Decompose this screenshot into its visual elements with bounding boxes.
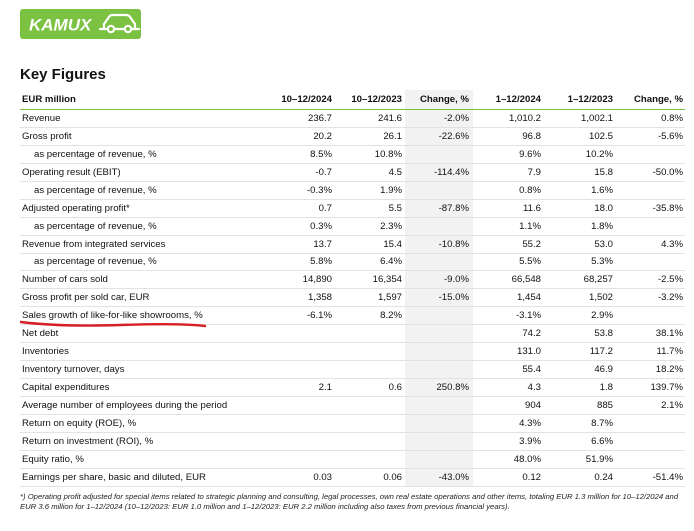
cell-q4-2024: 0.03 [263,468,334,486]
cell-fy-change [617,432,685,450]
header-q4-change: Change, % [405,90,473,110]
table-row [20,235,685,253]
cell-q4-2023 [334,397,405,415]
cell-fy-2024: 0.8% [473,181,545,199]
cell-fy-2023: 46.9 [545,361,617,379]
cell-q4-2023 [334,450,405,468]
cell-fy-2023: 5.3% [545,253,617,271]
row-label: Gross profit [20,127,263,145]
header-q4-2024: 10–12/2024 [263,90,334,110]
cell-fy-2023: 51.9% [545,450,617,468]
cell-fy-2024: 0.12 [473,468,545,486]
cell-q4-change: -15.0% [405,289,473,307]
cell-q4-change: -2.0% [405,110,473,128]
cell-fy-2023: 117.2 [545,343,617,361]
cell-q4-2024 [263,361,334,379]
cell-q4-2023: 10.8% [334,145,405,163]
cell-q4-2023: 2.3% [334,217,405,235]
cell-q4-change [405,325,473,343]
cell-q4-2024 [263,450,334,468]
table-row [20,325,685,343]
cell-fy-2024: 55.2 [473,235,545,253]
cell-fy-change [617,217,685,235]
cell-fy-change: 4.3% [617,235,685,253]
kamux-logo[interactable] [20,9,141,39]
cell-q4-change: -9.0% [405,271,473,289]
cell-q4-2023: 5.5 [334,199,405,217]
cell-fy-change: 38.1% [617,325,685,343]
cell-fy-change [617,450,685,468]
cell-fy-change [617,181,685,199]
car-icon [100,15,139,32]
cell-fy-2024: 5.5% [473,253,545,271]
cell-fy-change: 139.7% [617,379,685,397]
cell-fy-2024: 4.3 [473,379,545,397]
cell-q4-2024: -0.3% [263,181,334,199]
footnote: *) Operating profit adjusted for special items related to strategic planning and consulting, legal processes, own real estate operations and other items, totaling EUR 1.3 million for 10–12/2024 and EUR 3.6 million for 1–12/2024 (10–12/2023: EUR 1.0 million and 1–12/2023: EUR 2.2 million including also taxes from previous financial years). [20,492,679,512]
cell-fy-change: -35.8% [617,199,685,217]
table-row [20,199,685,217]
cell-q4-change: 250.8% [405,379,473,397]
cell-q4-2023 [334,414,405,432]
cell-q4-2024 [263,343,334,361]
row-label: as percentage of revenue, % [20,253,263,271]
cell-fy-change [617,145,685,163]
row-label: Revenue [20,110,263,128]
cell-q4-2024: 20.2 [263,127,334,145]
cell-fy-change: -51.4% [617,468,685,486]
cell-fy-2023: 68,257 [545,271,617,289]
cell-fy-change [617,253,685,271]
row-label: Number of cars sold [20,271,263,289]
table-row [20,450,685,468]
kamux-logo-graphic [20,9,141,39]
cell-q4-2023: 26.1 [334,127,405,145]
cell-q4-change [405,414,473,432]
cell-fy-change: 11.7% [617,343,685,361]
cell-q4-2023: 6.4% [334,253,405,271]
table-row [20,271,685,289]
cell-fy-2023: 53.8 [545,325,617,343]
cell-q4-2024: 1,358 [263,289,334,307]
cell-fy-2023: 1,502 [545,289,617,307]
cell-q4-2023: 15.4 [334,235,405,253]
cell-fy-change: 18.2% [617,361,685,379]
table-row [20,181,685,199]
cell-fy-2023: 18.0 [545,199,617,217]
cell-q4-2023: 1.9% [334,181,405,199]
cell-q4-change [405,181,473,199]
cell-fy-2024: 7.9 [473,163,545,181]
cell-q4-2023: 8.2% [334,307,405,325]
cell-q4-2023 [334,361,405,379]
cell-fy-change: -5.6% [617,127,685,145]
cell-fy-2024: 904 [473,397,545,415]
cell-q4-change [405,361,473,379]
table-row [20,145,685,163]
row-label: Earnings per share, basic and diluted, EUR [20,468,263,486]
cell-fy-change: -2.5% [617,271,685,289]
cell-q4-change [405,217,473,235]
header-row [20,90,685,110]
cell-fy-2024: 1,010.2 [473,110,545,128]
page-title: Key Figures [20,66,106,83]
cell-fy-change: 0.8% [617,110,685,128]
table-row [20,361,685,379]
cell-fy-2024: 74.2 [473,325,545,343]
cell-fy-2024: 96.8 [473,127,545,145]
cell-q4-change: -87.8% [405,199,473,217]
cell-fy-2024: 4.3% [473,414,545,432]
cell-q4-2023 [334,432,405,450]
row-label: Revenue from integrated services [20,235,263,253]
cell-fy-2023: 1.8 [545,379,617,397]
cell-fy-2023: 15.8 [545,163,617,181]
table-row [20,343,685,361]
cell-q4-change [405,343,473,361]
cell-q4-2024 [263,397,334,415]
row-label: Average number of employees during the period [20,397,263,415]
key-figures-table [20,90,685,487]
cell-q4-change: -114.4% [405,163,473,181]
cell-q4-2024: 8.5% [263,145,334,163]
row-label: Net debt [20,325,263,343]
row-label: Gross profit per sold car, EUR [20,289,263,307]
cell-q4-2024 [263,432,334,450]
cell-fy-change: -50.0% [617,163,685,181]
cell-fy-2023: 6.6% [545,432,617,450]
cell-fy-change [617,414,685,432]
cell-q4-change [405,253,473,271]
table-row [20,127,685,145]
cell-fy-2024: 66,548 [473,271,545,289]
cell-q4-2024: 0.7 [263,199,334,217]
cell-q4-change [405,307,473,325]
cell-fy-2024: 11.6 [473,199,545,217]
row-label: as percentage of revenue, % [20,181,263,199]
cell-q4-2024 [263,325,334,343]
table-row [20,217,685,235]
cell-fy-2024: 48.0% [473,450,545,468]
cell-q4-2023 [334,325,405,343]
row-label: as percentage of revenue, % [20,145,263,163]
cell-fy-2024: 3.9% [473,432,545,450]
cell-fy-2023: 0.24 [545,468,617,486]
table-row [20,379,685,397]
cell-q4-2023 [334,343,405,361]
table-row [20,432,685,450]
table-body [20,110,685,487]
table-row [20,468,685,486]
brand-name: KAMUX [29,15,92,35]
cell-q4-2024: -6.1% [263,307,334,325]
header-label-column: EUR million [20,90,263,110]
row-label: Adjusted operating profit* [20,199,263,217]
cell-fy-2023: 53.0 [545,235,617,253]
cell-q4-change [405,145,473,163]
cell-fy-2023: 8.7% [545,414,617,432]
table-row [20,110,685,128]
cell-q4-2023: 16,354 [334,271,405,289]
row-label: as percentage of revenue, % [20,217,263,235]
table-row [20,397,685,415]
row-label: Return on investment (ROI), % [20,432,263,450]
table-row [20,307,685,325]
cell-q4-change [405,432,473,450]
cell-fy-2023: 1.8% [545,217,617,235]
cell-fy-2023: 1.6% [545,181,617,199]
cell-q4-change [405,397,473,415]
cell-fy-2024: 9.6% [473,145,545,163]
cell-fy-2023: 2.9% [545,307,617,325]
header-fy-2023: 1–12/2023 [545,90,617,110]
row-label: Return on equity (ROE), % [20,414,263,432]
cell-q4-2024: 13.7 [263,235,334,253]
cell-q4-2024: 2.1 [263,379,334,397]
cell-fy-change: -3.2% [617,289,685,307]
cell-fy-2024: 1,454 [473,289,545,307]
table-row [20,414,685,432]
row-label: Operating result (EBIT) [20,163,263,181]
table-row [20,163,685,181]
cell-fy-2023: 102.5 [545,127,617,145]
cell-fy-2024: 55.4 [473,361,545,379]
row-label: Inventory turnover, days [20,361,263,379]
row-label: Equity ratio, % [20,450,263,468]
cell-fy-2023: 10.2% [545,145,617,163]
cell-q4-change: -43.0% [405,468,473,486]
cell-q4-change: -22.6% [405,127,473,145]
cell-q4-change: -10.8% [405,235,473,253]
cell-q4-2023: 1,597 [334,289,405,307]
cell-q4-2023: 0.06 [334,468,405,486]
cell-q4-2023: 241.6 [334,110,405,128]
cell-q4-2024: 14,890 [263,271,334,289]
cell-q4-change [405,450,473,468]
cell-q4-2024: 236.7 [263,110,334,128]
cell-q4-2024 [263,414,334,432]
cell-q4-2023: 0.6 [334,379,405,397]
cell-q4-2023: 4.5 [334,163,405,181]
cell-fy-2024: 131.0 [473,343,545,361]
table-header [20,90,685,110]
cell-q4-2024: 5.8% [263,253,334,271]
cell-fy-change: 2.1% [617,397,685,415]
cell-q4-2024: -0.7 [263,163,334,181]
row-label: Capital expenditures [20,379,263,397]
row-label: Sales growth of like-for-like showrooms, % [20,307,263,325]
cell-fy-2023: 1,002.1 [545,110,617,128]
cell-fy-2023: 885 [545,397,617,415]
cell-fy-change [617,307,685,325]
cell-fy-2024: -3.1% [473,307,545,325]
cell-fy-2024: 1.1% [473,217,545,235]
table-row [20,289,685,307]
cell-q4-2024: 0.3% [263,217,334,235]
header-fy-change: Change, % [617,90,685,110]
header-fy-2024: 1–12/2024 [473,90,545,110]
row-label: Inventories [20,343,263,361]
table-row [20,253,685,271]
header-q4-2023: 10–12/2023 [334,90,405,110]
